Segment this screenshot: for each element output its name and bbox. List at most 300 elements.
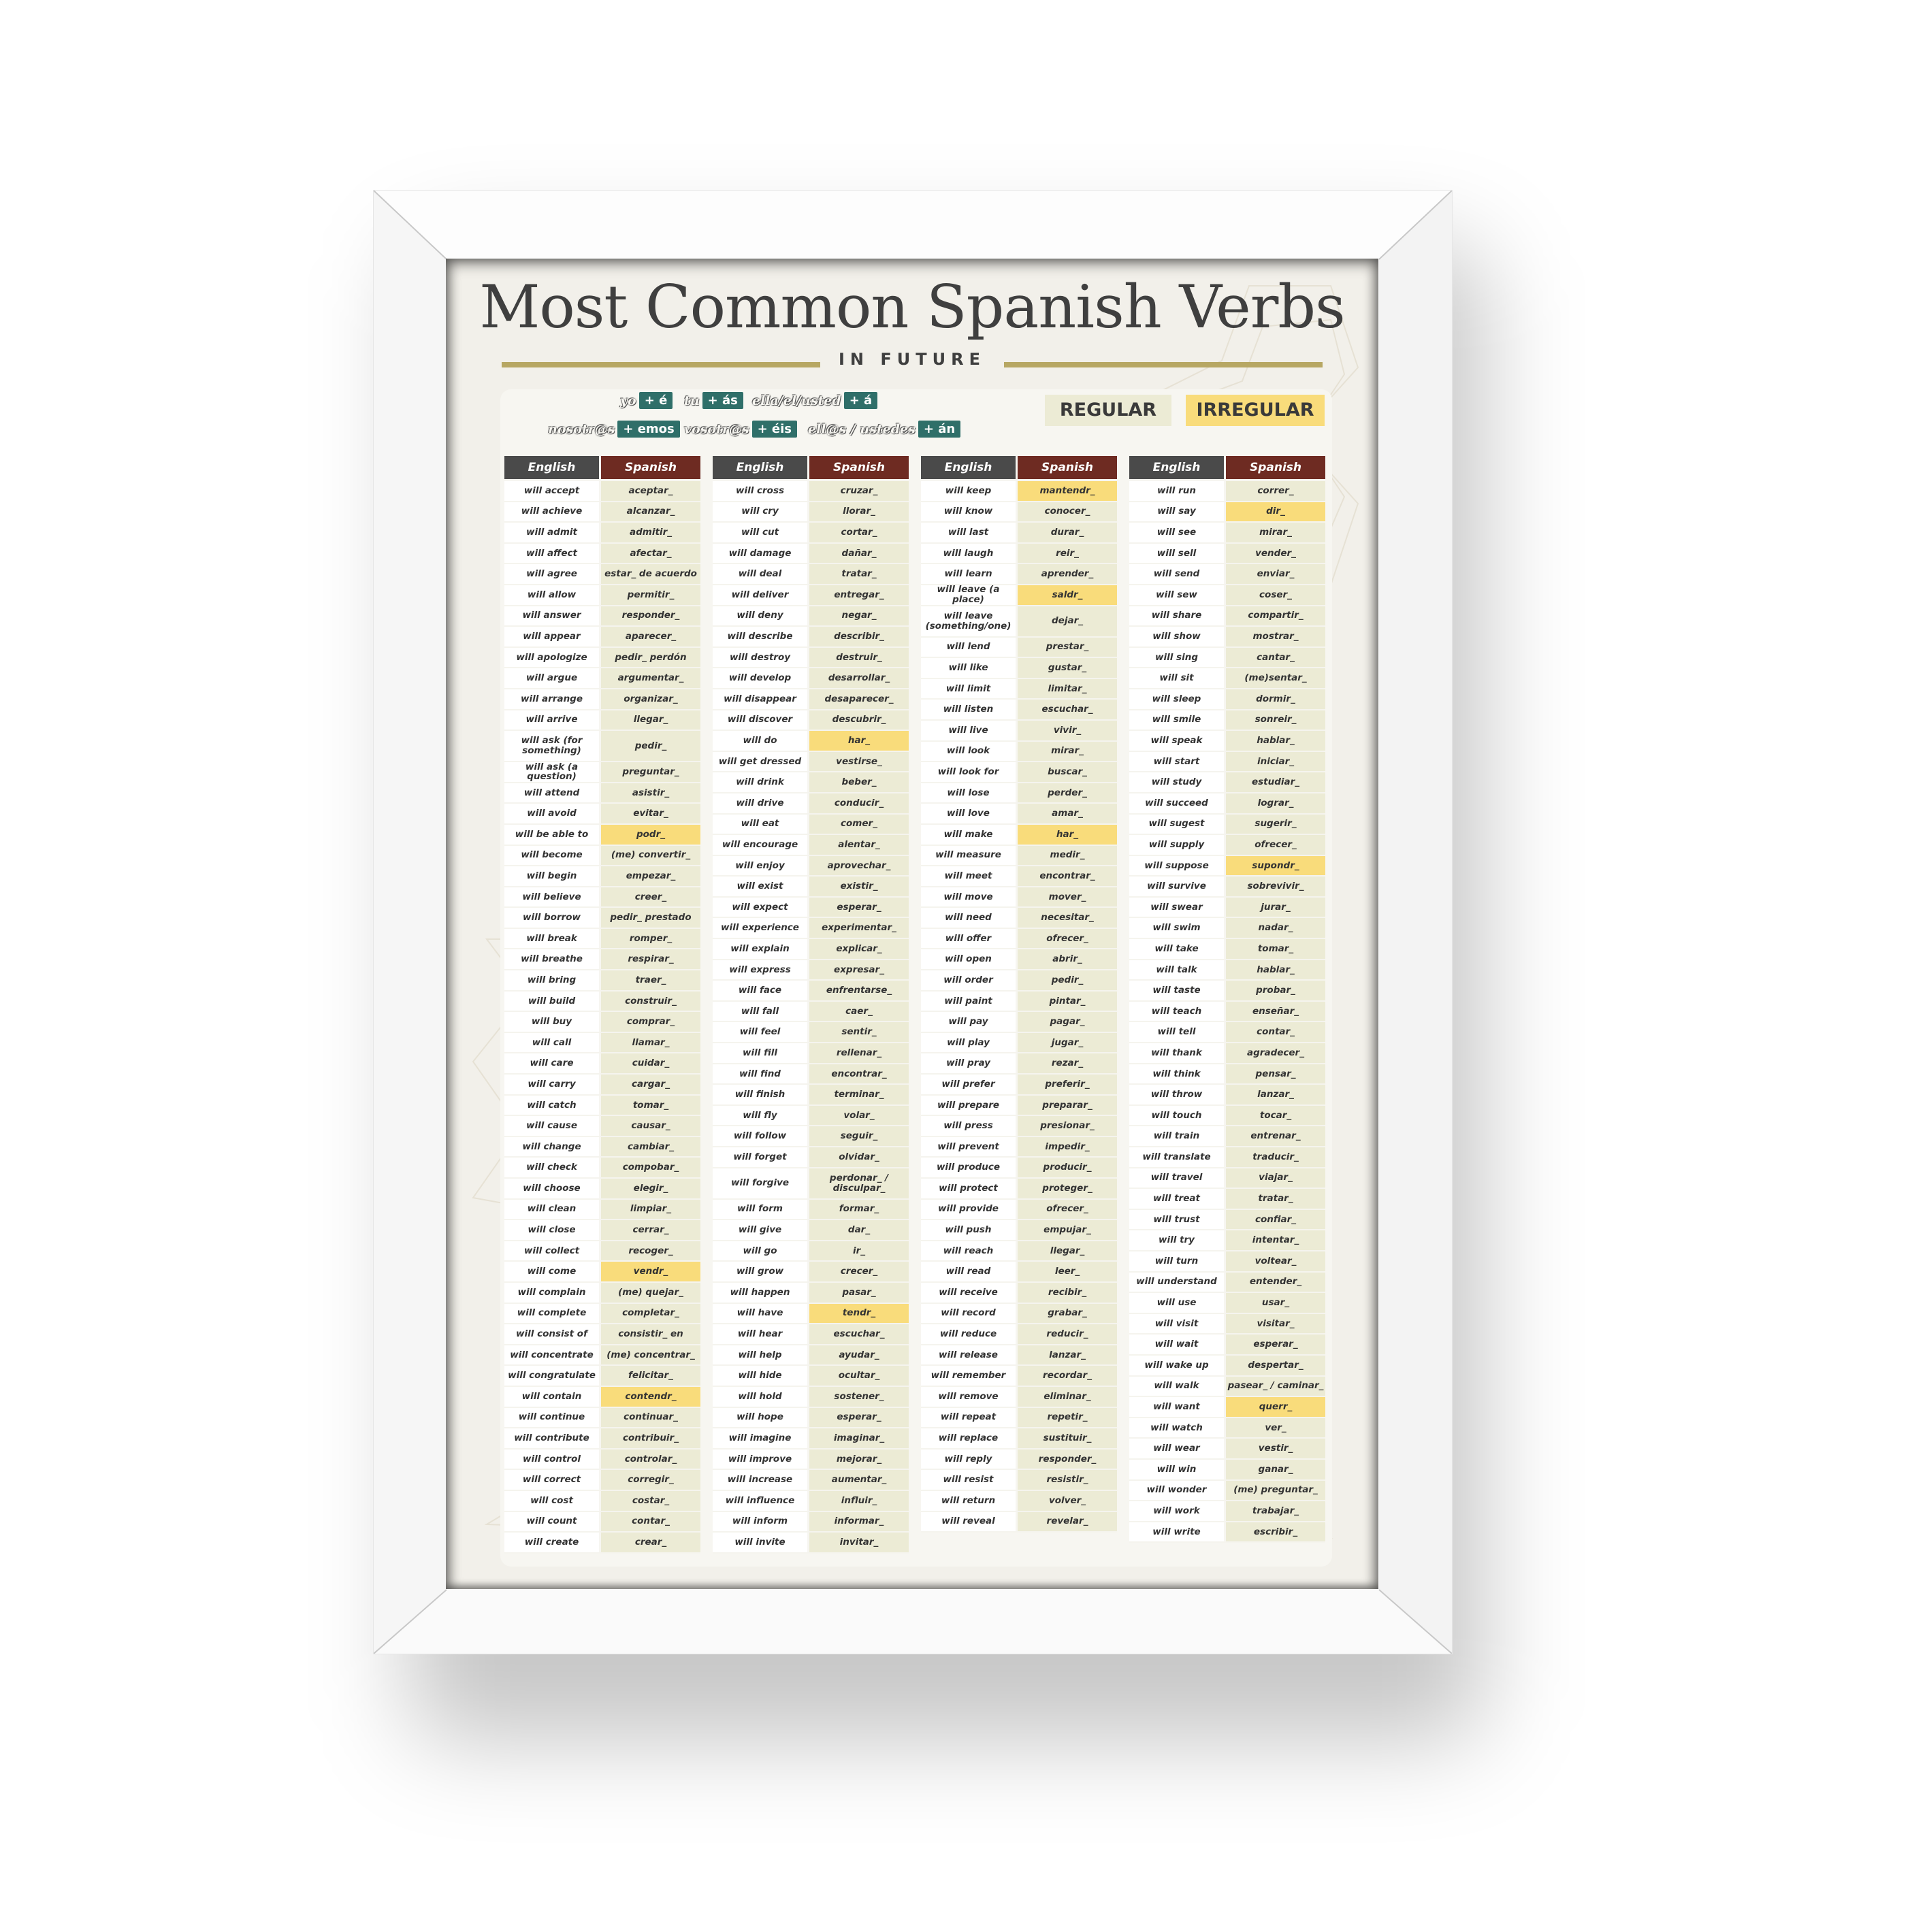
table-row [713, 1262, 909, 1283]
spanish-verb: recibir_ [1018, 1283, 1117, 1303]
english-verb: will reply [921, 1450, 1016, 1469]
table-row [1129, 1168, 1325, 1190]
spanish-verb: sostener_ [809, 1387, 909, 1407]
english-verb: will come [504, 1262, 599, 1281]
table-row [921, 1053, 1117, 1075]
english-verb: will contain [504, 1387, 599, 1407]
table-row [1129, 1522, 1325, 1543]
table-row [504, 1200, 700, 1221]
english-verb: will wear [1129, 1439, 1224, 1458]
english-verb: will congratulate [504, 1366, 599, 1386]
table-row [504, 1179, 700, 1200]
table-row [1129, 1377, 1325, 1398]
table-row [713, 1408, 909, 1429]
english-verb: will sit [1129, 668, 1224, 688]
spanish-verb: escuchar_ [1018, 700, 1117, 719]
table-row [504, 1408, 700, 1429]
table-row [921, 1096, 1117, 1117]
english-verb: will exist [713, 877, 807, 896]
table-row [504, 710, 700, 732]
english-verb: will find [713, 1064, 807, 1084]
table-row [504, 1491, 700, 1512]
english-verb: will count [504, 1512, 599, 1532]
spanish-verb: alcanzar_ [601, 502, 700, 522]
spanish-verb: continuar_ [601, 1408, 700, 1428]
spanish-verb: compartir_ [1226, 606, 1325, 626]
spanish-verb: limpiar_ [601, 1200, 700, 1219]
table-row [504, 846, 700, 867]
table-row [504, 523, 700, 544]
spanish-verb: trabajar_ [1226, 1501, 1325, 1521]
english-verb: will describe [713, 627, 807, 646]
spanish-verb: tratar_ [1226, 1189, 1325, 1209]
table-row [713, 1533, 909, 1554]
poster [446, 259, 1378, 1589]
english-verb: will enjoy [713, 856, 807, 876]
table-row [504, 1262, 700, 1283]
english-verb: will drink [713, 772, 807, 792]
spanish-verb: llamar_ [601, 1033, 700, 1053]
english-verb: will win [1129, 1460, 1224, 1479]
english-verb: will discover [713, 710, 807, 730]
spanish-verb: entregar_ [809, 585, 909, 605]
english-verb: will push [921, 1220, 1016, 1240]
english-verb: will wait [1129, 1335, 1224, 1354]
legend-nosotros [548, 421, 680, 438]
legend-ending: + án [918, 421, 960, 438]
table-row [921, 762, 1117, 783]
table-row [713, 772, 909, 793]
english-verb: will fill [713, 1043, 807, 1063]
english-verb: will deal [713, 564, 807, 584]
spanish-verb: repetir_ [1018, 1408, 1117, 1428]
spanish-verb: saldr_ [1018, 585, 1117, 605]
table-row [921, 949, 1117, 970]
table-row [713, 1147, 909, 1168]
table-row [713, 981, 909, 1002]
english-verb: will reach [921, 1241, 1016, 1261]
english-verb: will paint [921, 992, 1016, 1011]
spanish-verb: tomar_ [601, 1096, 700, 1115]
table-row [1129, 606, 1325, 627]
english-verb: will offer [921, 929, 1016, 949]
spanish-header: Spanish [1226, 456, 1325, 479]
spanish-verb: durar_ [1018, 523, 1117, 542]
table-row [504, 1033, 700, 1054]
english-verb: will control [504, 1450, 599, 1469]
table-row [1129, 648, 1325, 669]
spanish-verb: preferir_ [1018, 1075, 1117, 1094]
table-row [713, 1450, 909, 1471]
legend-pronoun: tu [684, 393, 700, 408]
table-row [504, 668, 700, 689]
verb-column-4 [1129, 456, 1325, 1543]
english-verb: will move [921, 887, 1016, 907]
spanish-verb: contar_ [1226, 1022, 1325, 1042]
english-verb: will see [1129, 523, 1224, 542]
english-verb: will express [713, 960, 807, 980]
spanish-verb: encontrar_ [1018, 866, 1117, 886]
table-row [504, 1241, 700, 1262]
english-verb: will avoid [504, 804, 599, 823]
legend-yo [620, 392, 673, 409]
english-verb: will understand [1129, 1273, 1224, 1292]
table-row [504, 627, 700, 648]
table-row [1129, 1293, 1325, 1314]
english-verb: will think [1129, 1064, 1224, 1084]
spanish-verb: producir_ [1018, 1158, 1117, 1177]
spanish-verb: sugerir_ [1226, 815, 1325, 834]
english-verb: will trust [1129, 1210, 1224, 1230]
table-row [1129, 1460, 1325, 1481]
english-verb: will collect [504, 1241, 599, 1261]
english-verb: will cut [713, 523, 807, 542]
english-verb: will thank [1129, 1043, 1224, 1063]
english-verb: will care [504, 1053, 599, 1073]
english-verb: will influence [713, 1491, 807, 1511]
spanish-verb: pedir_ [1018, 970, 1117, 990]
table-row [504, 481, 700, 502]
spanish-verb: reir_ [1018, 544, 1117, 563]
table-row [713, 815, 909, 836]
table-row [504, 564, 700, 585]
spanish-verb: nadar_ [1226, 918, 1325, 938]
english-verb: will say [1129, 502, 1224, 522]
spanish-verb: sustituir_ [1018, 1428, 1117, 1448]
english-verb: will take [1129, 939, 1224, 959]
table-row [713, 1304, 909, 1325]
english-verb: will try [1129, 1230, 1224, 1250]
english-verb: will survive [1129, 877, 1224, 896]
table-row [713, 1126, 909, 1147]
table-row [504, 908, 700, 929]
spanish-verb: preparar_ [1018, 1096, 1117, 1115]
spanish-verb: destruir_ [809, 648, 909, 668]
english-verb: will translate [1129, 1147, 1224, 1167]
spanish-verb: esperar_ [809, 1408, 909, 1428]
table-row [1129, 1085, 1325, 1106]
english-verb: will look for [921, 762, 1016, 782]
spanish-verb: aparecer_ [601, 627, 700, 646]
regular-badge: REGULAR [1045, 395, 1171, 426]
english-verb: will swear [1129, 898, 1224, 917]
english-verb: will admit [504, 523, 599, 542]
english-verb: will protect [921, 1179, 1016, 1198]
spanish-verb: mostrar_ [1226, 627, 1325, 646]
table-row [504, 1053, 700, 1075]
spanish-verb: despertar_ [1226, 1356, 1325, 1375]
spanish-verb: tocar_ [1226, 1106, 1325, 1126]
spanish-verb: desaparecer_ [809, 689, 909, 709]
english-header: English [713, 456, 807, 479]
table-row [1129, 585, 1325, 606]
english-verb: will run [1129, 481, 1224, 501]
spanish-verb: creer_ [601, 887, 700, 907]
legend-pronoun: vosotr@s [684, 421, 749, 437]
spanish-verb: medir_ [1018, 846, 1117, 866]
spanish-verb: evitar_ [601, 804, 700, 823]
spanish-verb: llegar_ [601, 710, 700, 730]
english-verb: will finish [713, 1085, 807, 1104]
english-verb: will provide [921, 1200, 1016, 1219]
spanish-verb: controlar_ [601, 1450, 700, 1469]
spanish-verb: dormir_ [1226, 689, 1325, 709]
english-verb: will swim [1129, 918, 1224, 938]
table-row [1129, 815, 1325, 836]
table-row [713, 1200, 909, 1221]
english-verb: will walk [1129, 1377, 1224, 1396]
table-row [1129, 1064, 1325, 1085]
english-verb: will fly [713, 1106, 807, 1126]
english-verb: will hold [713, 1387, 807, 1407]
column-header [713, 456, 909, 479]
spanish-verb: cerrar_ [601, 1220, 700, 1240]
spanish-verb: crecer_ [809, 1262, 909, 1281]
spanish-verb: mirar_ [1018, 742, 1117, 762]
table-row [1129, 1335, 1325, 1356]
spanish-verb: querr_ [1226, 1397, 1325, 1417]
spanish-verb: supondr_ [1226, 856, 1325, 876]
english-verb: will touch [1129, 1106, 1224, 1126]
table-row [713, 1491, 909, 1512]
spanish-verb: usar_ [1226, 1293, 1325, 1313]
table-row [921, 1241, 1117, 1262]
table-row [713, 606, 909, 627]
english-verb: will help [713, 1345, 807, 1365]
legend-pronoun: ella/el/usted [752, 393, 841, 408]
spanish-verb: crear_ [601, 1533, 700, 1552]
table-row [921, 866, 1117, 887]
english-verb: will arrange [504, 689, 599, 709]
table-row [504, 825, 700, 846]
english-verb: will clean [504, 1200, 599, 1219]
spanish-verb: recordar_ [1018, 1366, 1117, 1386]
english-verb: will order [921, 970, 1016, 990]
english-verb: will travel [1129, 1168, 1224, 1188]
english-verb: will return [921, 1491, 1016, 1511]
spanish-verb: conocer_ [1018, 502, 1117, 522]
english-verb: will buy [504, 1012, 599, 1032]
table-row [713, 648, 909, 669]
spanish-verb: revelar_ [1018, 1512, 1117, 1532]
spanish-verb: experimentar_ [809, 918, 909, 938]
legend-ending: + ás [702, 392, 743, 409]
table-row [921, 564, 1117, 585]
table-row [921, 1033, 1117, 1054]
table-row [713, 544, 909, 565]
legend-ending: + éis [752, 421, 797, 438]
table-row [504, 1533, 700, 1554]
table-row [921, 679, 1117, 700]
spanish-verb: perder_ [1018, 783, 1117, 803]
spanish-verb: har_ [1018, 825, 1117, 845]
english-verb: will succeed [1129, 793, 1224, 813]
spanish-verb: alentar_ [809, 835, 909, 855]
english-verb: will breathe [504, 949, 599, 969]
table-row [713, 1168, 909, 1200]
english-verb: will follow [713, 1126, 807, 1146]
english-header: English [1129, 456, 1224, 479]
table-row [921, 1345, 1117, 1366]
spanish-verb: responder_ [601, 606, 700, 626]
english-verb: will complete [504, 1304, 599, 1324]
english-verb: will talk [1129, 960, 1224, 980]
english-verb: will teach [1129, 1002, 1224, 1021]
table-row [921, 502, 1117, 523]
english-verb: will create [504, 1533, 599, 1552]
english-verb: will fall [713, 1002, 807, 1021]
spanish-verb: dañar_ [809, 544, 909, 563]
table-row [1129, 1126, 1325, 1147]
spanish-verb: llorar_ [809, 502, 909, 522]
spanish-verb: enfrentarse_ [809, 981, 909, 1000]
table-row [713, 1387, 909, 1408]
table-row [921, 700, 1117, 721]
table-row [1129, 918, 1325, 939]
english-verb: will disappear [713, 689, 807, 709]
table-row [713, 877, 909, 898]
english-verb: will laugh [921, 544, 1016, 563]
english-verb: will close [504, 1220, 599, 1240]
table-row [1129, 1043, 1325, 1064]
english-verb: will deny [713, 606, 807, 626]
english-verb: will destroy [713, 648, 807, 668]
english-verb: will build [504, 992, 599, 1011]
table-row [713, 1002, 909, 1023]
spanish-verb: informar_ [809, 1512, 909, 1532]
spanish-header: Spanish [601, 456, 700, 479]
spanish-verb: pensar_ [1226, 1064, 1325, 1084]
spanish-verb: entender_ [1226, 1273, 1325, 1292]
english-verb: will answer [504, 606, 599, 626]
english-verb: will achieve [504, 502, 599, 522]
english-verb: will hear [713, 1324, 807, 1344]
english-verb: will lose [921, 783, 1016, 803]
english-verb: will have [713, 1304, 807, 1324]
english-verb: will form [713, 1200, 807, 1219]
english-verb: will supply [1129, 835, 1224, 855]
table-row [504, 1116, 700, 1137]
spanish-verb: describir_ [809, 627, 909, 646]
spanish-verb: (me) quejar_ [601, 1283, 700, 1303]
english-verb: will work [1129, 1501, 1224, 1521]
verb-rows [504, 481, 700, 1554]
table-row [713, 481, 909, 502]
table-row [1129, 544, 1325, 565]
table-row [921, 1408, 1117, 1429]
spanish-verb: vivir_ [1018, 721, 1117, 740]
table-row [504, 1096, 700, 1117]
spanish-verb: romper_ [601, 929, 700, 949]
spanish-verb: elegir_ [601, 1179, 700, 1198]
spanish-verb: escuchar_ [809, 1324, 909, 1344]
table-row [1129, 1439, 1325, 1460]
spanish-verb: negar_ [809, 606, 909, 626]
spanish-verb: desarrollar_ [809, 668, 909, 688]
english-verb: will go [713, 1241, 807, 1261]
table-row [504, 689, 700, 710]
table-row [504, 887, 700, 908]
table-row [713, 1324, 909, 1345]
english-verb: will forget [713, 1147, 807, 1167]
table-row [921, 481, 1117, 502]
table-row [504, 585, 700, 606]
spanish-verb: formar_ [809, 1200, 909, 1219]
english-verb: will limit [921, 679, 1016, 699]
english-verb: will be able to [504, 825, 599, 845]
english-header: English [921, 456, 1016, 479]
legend-vosotros [684, 421, 797, 438]
table-row [921, 638, 1117, 659]
table-row [713, 1470, 909, 1491]
verb-rows [713, 481, 909, 1554]
english-verb: will argue [504, 668, 599, 688]
table-row [713, 752, 909, 773]
english-verb: will write [1129, 1522, 1224, 1542]
table-row [1129, 668, 1325, 689]
spanish-verb: pedir_ perdón [601, 648, 700, 668]
table-row [713, 793, 909, 815]
english-verb: will sleep [1129, 689, 1224, 709]
spanish-verb: influir_ [809, 1491, 909, 1511]
table-row [921, 1491, 1117, 1512]
spanish-verb: jurar_ [1226, 898, 1325, 917]
table-row [1129, 1356, 1325, 1377]
english-verb: will open [921, 949, 1016, 969]
table-row [504, 970, 700, 992]
table-row [921, 846, 1117, 867]
spanish-verb: tratar_ [809, 564, 909, 584]
spanish-verb: impedir_ [1018, 1137, 1117, 1157]
spanish-verb: (me) preguntar_ [1226, 1481, 1325, 1501]
english-verb: will prefer [921, 1075, 1016, 1094]
english-verb: will visit [1129, 1314, 1224, 1334]
table-row [1129, 939, 1325, 960]
spanish-verb: ver_ [1226, 1418, 1325, 1438]
spanish-verb: escribir_ [1226, 1522, 1325, 1542]
spanish-verb: mejorar_ [809, 1450, 909, 1469]
english-verb: will look [921, 742, 1016, 762]
spanish-verb: gustar_ [1018, 658, 1117, 678]
legend-ending: + emos [617, 421, 679, 438]
table-row [1129, 502, 1325, 523]
english-verb: will accept [504, 481, 599, 501]
table-row [921, 1116, 1117, 1137]
spanish-verb: caer_ [809, 1002, 909, 1021]
table-row [504, 648, 700, 669]
english-verb: will sing [1129, 648, 1224, 668]
english-verb: will cry [713, 502, 807, 522]
spanish-verb: empezar_ [601, 866, 700, 886]
spanish-verb: cruzar_ [809, 481, 909, 501]
english-verb: will break [504, 929, 599, 949]
spanish-verb: invitar_ [809, 1533, 909, 1552]
table-row [504, 1012, 700, 1033]
english-verb: will want [1129, 1397, 1224, 1417]
spanish-verb: organizar_ [601, 689, 700, 709]
spanish-verb: admitir_ [601, 523, 700, 542]
table-row [1129, 1251, 1325, 1273]
spanish-verb: volver_ [1018, 1491, 1117, 1511]
english-verb: will meet [921, 866, 1016, 886]
column-header [1129, 456, 1325, 479]
table-row [1129, 1147, 1325, 1168]
spanish-verb: (me) convertir_ [601, 846, 700, 866]
spanish-verb: estudiar_ [1226, 772, 1325, 792]
table-row [1129, 877, 1325, 898]
english-verb: will need [921, 908, 1016, 928]
table-row [1129, 1002, 1325, 1023]
